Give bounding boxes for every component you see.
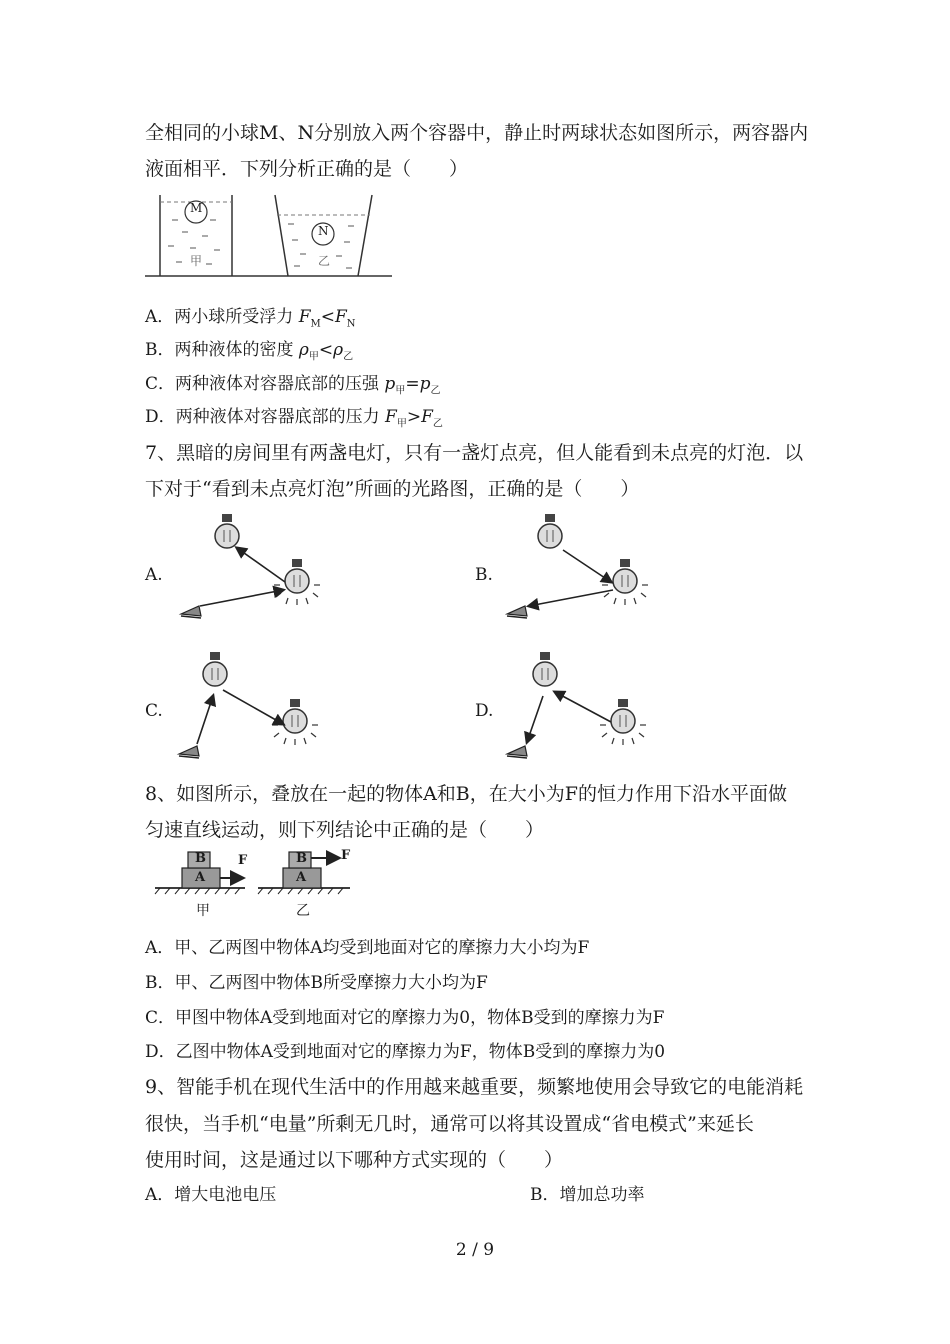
q9-option-b: B．增加总功率 bbox=[530, 1185, 645, 1205]
q8-blocks-figure bbox=[150, 848, 360, 923]
block-b-left: B bbox=[195, 851, 206, 866]
q8-option-a: A．甲、乙两图中物体A均受到地面对它的摩擦力大小均为F bbox=[145, 938, 590, 958]
q6-text-line1: 全相同的小球M、N分别放入两个容器中，静止时两球状态如图所示，两容器内 bbox=[145, 122, 809, 144]
q8-option-b: B．甲、乙两图中物体B所受摩擦力大小均为F bbox=[145, 973, 488, 993]
block-a-right: A bbox=[296, 870, 307, 885]
q6-option-c: C．两种液体对容器底部的压强 $p_甲=p_乙$ bbox=[145, 374, 441, 397]
q6-containers-figure bbox=[140, 190, 400, 282]
block-a-left: A bbox=[195, 870, 206, 885]
q9-text-line3: 使用时间，这是通过以下哪种方式实现的（ ） bbox=[145, 1149, 564, 1171]
force-f-left: F bbox=[238, 853, 248, 868]
q8-text-line2: 匀速直线运动，则下列结论中正确的是（ ） bbox=[145, 819, 545, 841]
page-number: 2 / 9 bbox=[455, 1240, 495, 1260]
q6-option-a: A．两小球所受浮力 $F_M<F_N$ bbox=[145, 307, 356, 330]
q7-diagram-c bbox=[175, 650, 335, 765]
q7-label-b: B. bbox=[475, 565, 493, 585]
q7-text-line1: 7、黑暗的房间里有两盏电灯，只有一盏灯点亮，但人能看到未点亮的灯泡．以 bbox=[145, 442, 804, 464]
ball-m-label: M bbox=[190, 201, 203, 215]
q7-label-c: C. bbox=[145, 701, 163, 721]
q7-diagram-a bbox=[175, 510, 335, 625]
q7-diagram-d bbox=[505, 650, 665, 765]
q7-text-line2: 下对于“看到未点亮灯泡”所画的光路图，正确的是（ ） bbox=[145, 478, 640, 500]
q7-label-a: A. bbox=[145, 565, 163, 585]
q8-text-line1: 8、如图所示，叠放在一起的物体A和B，在大小为F的恒力作用下沿水平面做 bbox=[145, 783, 787, 805]
q9-option-a: A．增大电池电压 bbox=[145, 1185, 277, 1205]
container-left-label: 甲 bbox=[190, 254, 203, 268]
q9-text-line1: 9、智能手机在现代生活中的作用越来越重要，频繁地使用会导致它的电能消耗 bbox=[145, 1076, 804, 1098]
q8-label-right: 乙 bbox=[296, 903, 310, 919]
block-b-right: B bbox=[296, 851, 307, 866]
container-right-label: 乙 bbox=[318, 254, 331, 268]
q7-label-d: D. bbox=[475, 701, 494, 721]
q7-diagram-b bbox=[505, 510, 665, 625]
q6-text-line2: 液面相平．下列分析正确的是（ ） bbox=[145, 158, 469, 180]
q8-label-left: 甲 bbox=[196, 903, 210, 919]
q6-option-d: D．两种液体对容器底部的压力 $F_甲>F_乙$ bbox=[145, 407, 443, 430]
q6-option-b: B．两种液体的密度 $\rho_甲<\rho_乙$ bbox=[145, 340, 354, 363]
q8-option-d: D．乙图中物体A受到地面对它的摩擦力为F，物体B受到的摩擦力为0 bbox=[145, 1042, 666, 1062]
ball-n-label: N bbox=[318, 224, 329, 238]
q8-option-c: C．甲图中物体A受到地面对它的摩擦力为0，物体B受到的摩擦力为F bbox=[145, 1008, 665, 1028]
q9-text-line2: 很快，当手机“电量”所剩无几时，通常可以将其设置成“省电模式”来延长 bbox=[145, 1113, 754, 1135]
force-f-right: F bbox=[341, 848, 351, 863]
